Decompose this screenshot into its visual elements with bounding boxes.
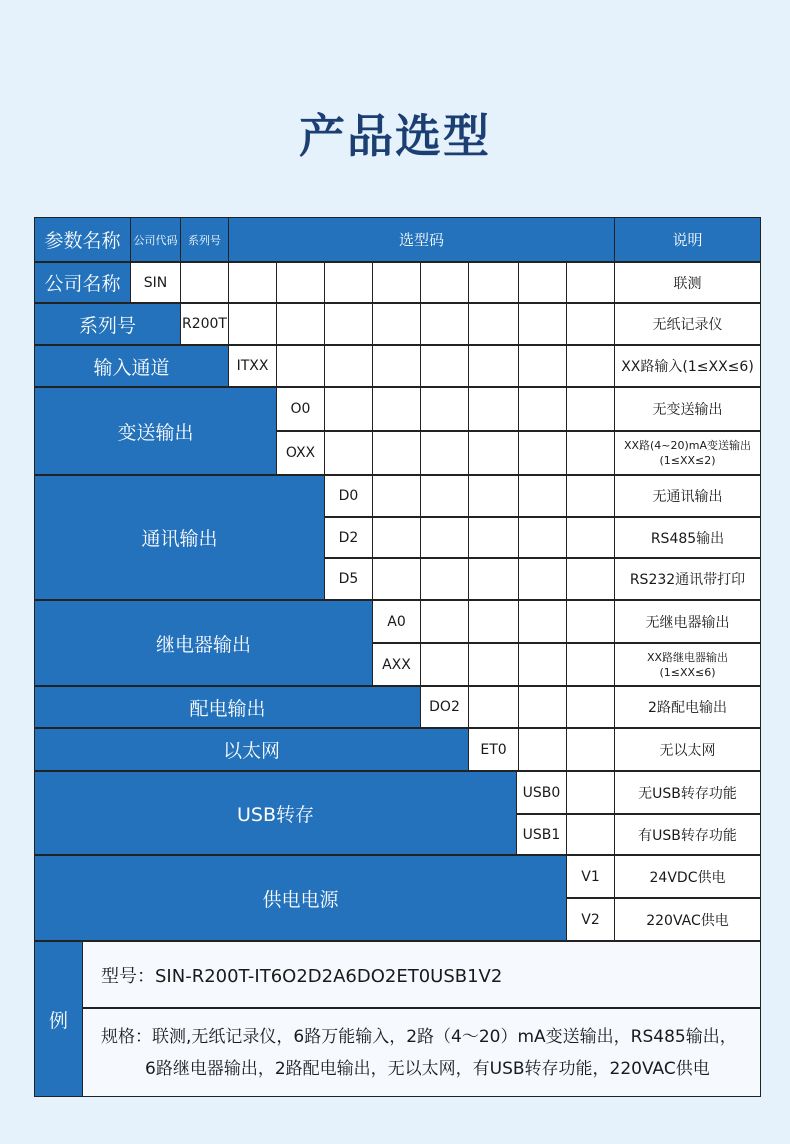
- row-label-ethernet: 以太网: [35, 729, 468, 770]
- row-label-input: 输入通道: [35, 346, 228, 386]
- desc-relay-1-line1: XX路继电器输出: [646, 650, 729, 664]
- empty-cell: [325, 346, 372, 386]
- empty-cell: [421, 476, 468, 516]
- empty-cell: [373, 432, 420, 474]
- code-series: R200T: [181, 304, 228, 344]
- desc-comm-0: 无通讯输出: [615, 476, 760, 516]
- code-dist: DO2: [421, 687, 468, 727]
- desc-relay-1: [615, 644, 760, 685]
- row-label-comm: 通讯输出: [35, 476, 324, 599]
- row-label-series: 系列号: [35, 304, 180, 344]
- code-comm-2: D5: [325, 559, 372, 599]
- code-usb-0: USB0: [517, 772, 566, 813]
- example-spec-line2: 6路继电器输出，2路配电输出，无以太网，有USB转存功能，220VAC供电: [145, 1058, 710, 1079]
- code-transmit-0: O0: [277, 388, 324, 430]
- empty-cell: [421, 644, 468, 685]
- desc-comm-1: RS485输出: [615, 518, 760, 557]
- empty-cell: [373, 388, 420, 430]
- row-label-power: 供电电源: [35, 856, 566, 940]
- empty-cell: [373, 263, 420, 302]
- desc-relay-0: 无继电器输出: [615, 601, 760, 642]
- row-label-usb: USB转存: [35, 772, 516, 854]
- code-relay-1: AXX: [373, 644, 420, 685]
- empty-cell: [325, 388, 372, 430]
- empty-cell: [519, 601, 566, 642]
- code-company: SIN: [131, 263, 180, 302]
- code-power-1: V2: [567, 899, 614, 940]
- empty-cell: [567, 729, 614, 770]
- desc-transmit-0: 无变送输出: [615, 388, 760, 430]
- desc-transmit-1-line2: (1≤XX≤2): [659, 454, 716, 467]
- empty-cell: [277, 263, 324, 302]
- desc-power-0: 24VDC供电: [615, 856, 760, 897]
- empty-cell: [373, 304, 420, 344]
- empty-cell: [421, 346, 468, 386]
- empty-cell: [469, 263, 518, 302]
- code-relay-0: A0: [373, 601, 420, 642]
- empty-cell: [373, 346, 420, 386]
- empty-cell: [567, 644, 614, 685]
- empty-cell: [519, 644, 566, 685]
- row-label-dist: 配电输出: [35, 687, 420, 727]
- empty-cell: [519, 476, 566, 516]
- empty-cell: [469, 518, 518, 557]
- page-title: 产品选型: [299, 109, 491, 163]
- empty-cell: [469, 687, 518, 727]
- example-spec-line1: 规格：联测,无纸记录仪，6路万能输入，2路（4～20）mA变送输出，RS485输出，: [101, 1026, 737, 1047]
- empty-cell: [519, 432, 566, 474]
- empty-cell: [277, 346, 324, 386]
- empty-cell: [469, 432, 518, 474]
- empty-cell: [421, 432, 468, 474]
- empty-cell: [519, 559, 566, 599]
- empty-cell: [519, 518, 566, 557]
- empty-cell: [567, 687, 614, 727]
- desc-usb-1: 有USB转存功能: [615, 815, 760, 854]
- example-model: 型号：SIN-R200T-IT6O2D2A6DO2ET0USB1V2: [83, 942, 760, 1007]
- empty-cell: [567, 601, 614, 642]
- selection-table: [34, 217, 761, 1097]
- empty-cell: [229, 263, 276, 302]
- empty-cell: [519, 687, 566, 727]
- row-label-relay: 继电器输出: [35, 601, 372, 685]
- empty-cell: [567, 388, 614, 430]
- empty-cell: [469, 559, 518, 599]
- code-power-0: V1: [567, 856, 614, 897]
- empty-cell: [421, 304, 468, 344]
- empty-cell: [469, 644, 518, 685]
- empty-cell: [469, 304, 518, 344]
- empty-cell: [519, 304, 566, 344]
- example-spec: [83, 1009, 760, 1096]
- desc-usb-0: 无USB转存功能: [615, 772, 760, 813]
- empty-cell: [421, 388, 468, 430]
- desc-company: 联测: [615, 263, 760, 302]
- desc-relay-1-line2: (1≤XX≤6): [659, 665, 716, 679]
- empty-cell: [567, 559, 614, 599]
- empty-cell: [421, 559, 468, 599]
- code-comm-0: D0: [325, 476, 372, 516]
- header-param-name: 参数名称: [35, 218, 130, 261]
- empty-cell: [325, 432, 372, 474]
- code-transmit-1: OXX: [277, 432, 324, 474]
- empty-cell: [567, 263, 614, 302]
- empty-cell: [373, 559, 420, 599]
- empty-cell: [277, 304, 324, 344]
- desc-power-1: 220VAC供电: [615, 899, 760, 940]
- empty-cell: [421, 601, 468, 642]
- desc-transmit-1-line1: XX路(4~20)mA变送输出: [623, 439, 752, 452]
- row-label-transmit: 变送输出: [35, 388, 276, 474]
- empty-cell: [325, 263, 372, 302]
- desc-ethernet: 无以太网: [615, 729, 760, 770]
- header-description: 说明: [615, 218, 760, 261]
- empty-cell: [469, 476, 518, 516]
- empty-cell: [519, 263, 566, 302]
- empty-cell: [519, 729, 566, 770]
- empty-cell: [181, 263, 228, 302]
- empty-cell: [229, 304, 276, 344]
- empty-cell: [567, 304, 614, 344]
- desc-transmit-1: [615, 432, 760, 474]
- header-series-code: 系列号: [181, 218, 228, 261]
- empty-cell: [567, 346, 614, 386]
- empty-cell: [519, 346, 566, 386]
- empty-cell: [469, 388, 518, 430]
- empty-cell: [469, 346, 518, 386]
- empty-cell: [373, 476, 420, 516]
- example-label: 例: [35, 942, 82, 1096]
- empty-cell: [567, 476, 614, 516]
- empty-cell: [421, 263, 468, 302]
- header-selection-code: 选型码: [229, 218, 614, 261]
- empty-cell: [469, 601, 518, 642]
- empty-cell: [373, 518, 420, 557]
- desc-input: XX路输入(1≤XX≤6): [615, 346, 760, 386]
- code-comm-1: D2: [325, 518, 372, 557]
- empty-cell: [567, 815, 614, 854]
- empty-cell: [519, 388, 566, 430]
- code-ethernet: ET0: [469, 729, 518, 770]
- desc-series: 无纸记录仪: [615, 304, 760, 344]
- desc-dist: 2路配电输出: [615, 687, 760, 727]
- empty-cell: [567, 772, 614, 813]
- code-input: ITXX: [229, 346, 276, 386]
- row-label-company: 公司名称: [35, 263, 130, 302]
- empty-cell: [567, 518, 614, 557]
- empty-cell: [567, 432, 614, 474]
- empty-cell: [325, 304, 372, 344]
- header-company-code: 公司代码: [131, 218, 180, 261]
- empty-cell: [421, 518, 468, 557]
- desc-comm-2: RS232通讯带打印: [615, 559, 760, 599]
- code-usb-1: USB1: [517, 815, 566, 854]
